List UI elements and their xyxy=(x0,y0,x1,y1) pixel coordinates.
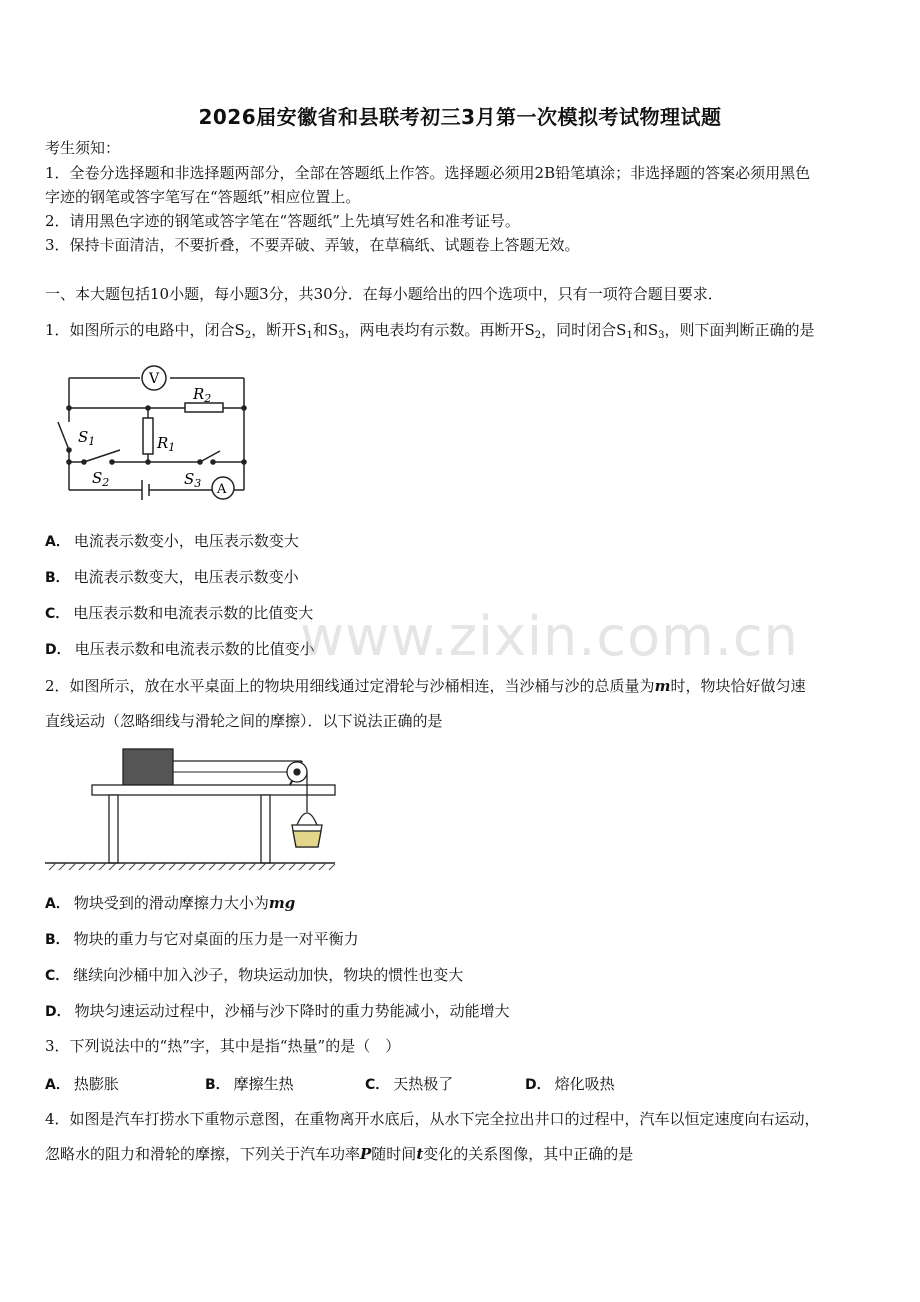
circuit-diagram xyxy=(50,362,260,512)
q2-option-c[interactable]: C． 继续向沙桶中加入沙子，物块运动加快，物块的惯性也变大 xyxy=(45,966,464,984)
q2-option-a[interactable]: A． 物块受到的滑动摩擦力大小为mg xyxy=(45,894,296,912)
q2-option-b[interactable]: B． 物块的重力与它对桌面的压力是一对平衡力 xyxy=(45,930,359,948)
q1-option-a[interactable]: A． 电流表示数变小，电压表示数变大 xyxy=(45,532,299,550)
q2-option-d[interactable]: D． 物块匀速运动过程中，沙桶与沙下降时的重力势能减小，动能增大 xyxy=(45,1002,510,1020)
q1-option-c[interactable]: C． 电压表示数和电流表示数的比值变大 xyxy=(45,604,314,622)
watermark: www.zixin.com.cn xyxy=(300,605,799,668)
question-1-stem: 1．如图所示的电路中，闭合$S_2$，断开$S_1$和$S_3$，两电表均有示数。再断开$S_2$，同时闭合$S_1$和$S_3$，则下面判断正确的是 xyxy=(45,321,815,341)
notice-item: 3．保持卡面清洁，不要折叠，不要弄破、弄皱，在草稿纸、试题卷上答题无效。 xyxy=(45,236,580,254)
notice-item: 字迹的钢笔或答字笔写在“答题纸”相应位置上。 xyxy=(45,188,361,206)
r2-label: $R_2$ xyxy=(193,385,212,405)
q3-option-d[interactable]: D． 熔化吸热 xyxy=(525,1075,615,1093)
notice-item: 1．全卷分选择题和非选择题两部分，全部在答题纸上作答。选择题必须用2B铅笔填涂；非选择题的答案必须用黑色 xyxy=(45,164,811,182)
question-2-stem-line2: 直线运动（忽略细线与滑轮之间的摩擦）．以下说法正确的是 xyxy=(45,712,443,730)
q1-option-b[interactable]: B． 电流表示数变大，电压表示数变小 xyxy=(45,568,299,586)
q3-option-b[interactable]: B． 摩擦生热 xyxy=(205,1075,294,1093)
pulley-diagram xyxy=(45,745,345,875)
s3-label: $S_3$ xyxy=(184,470,202,490)
r1-label: $R_1$ xyxy=(157,434,176,454)
notice-heading: 考生须知： xyxy=(45,139,121,157)
s2-label: $S_2$ xyxy=(92,469,110,489)
notice-item: 2．请用黑色字迹的钢笔或答字笔在“答题纸”上先填写姓名和准考证号。 xyxy=(45,212,520,230)
q3-option-a[interactable]: A． 热膨胀 xyxy=(45,1075,119,1093)
question-2-stem-line1: 2．如图所示，放在水平桌面上的物块用细线通过定滑轮与沙桶相连，当沙桶与沙的总质量为m时，物块恰好做匀速 xyxy=(45,677,806,695)
s1-label: $S_1$ xyxy=(78,428,96,448)
section-heading: 一、本大题包括10小题，每小题3分，共30分．在每小题给出的四个选项中，只有一项符合题目要求． xyxy=(45,285,723,303)
question-3-stem: 3．下列说法中的“热”字，其中是指“热量”的是（ ） xyxy=(45,1037,401,1055)
ammeter-label: A xyxy=(217,482,227,497)
page-title: 2026届安徽省和县联考初三3月第一次模拟考试物理试题 xyxy=(198,105,722,129)
question-4-stem-line1: 4．如图是汽车打捞水下重物示意图，在重物离开水底后，从水下完全拉出井口的过程中，汽车以恒定速度向右运动， xyxy=(45,1110,820,1128)
q3-option-c[interactable]: C． 天热极了 xyxy=(365,1075,454,1093)
q1-option-d[interactable]: D． 电压表示数和电流表示数的比值变小 xyxy=(45,640,315,658)
question-4-stem-line2: 忽略水的阻力和滑轮的摩擦，下列关于汽车功率P随时间t变化的关系图像，其中正确的是 xyxy=(45,1145,634,1163)
voltmeter-label: V xyxy=(149,371,160,387)
